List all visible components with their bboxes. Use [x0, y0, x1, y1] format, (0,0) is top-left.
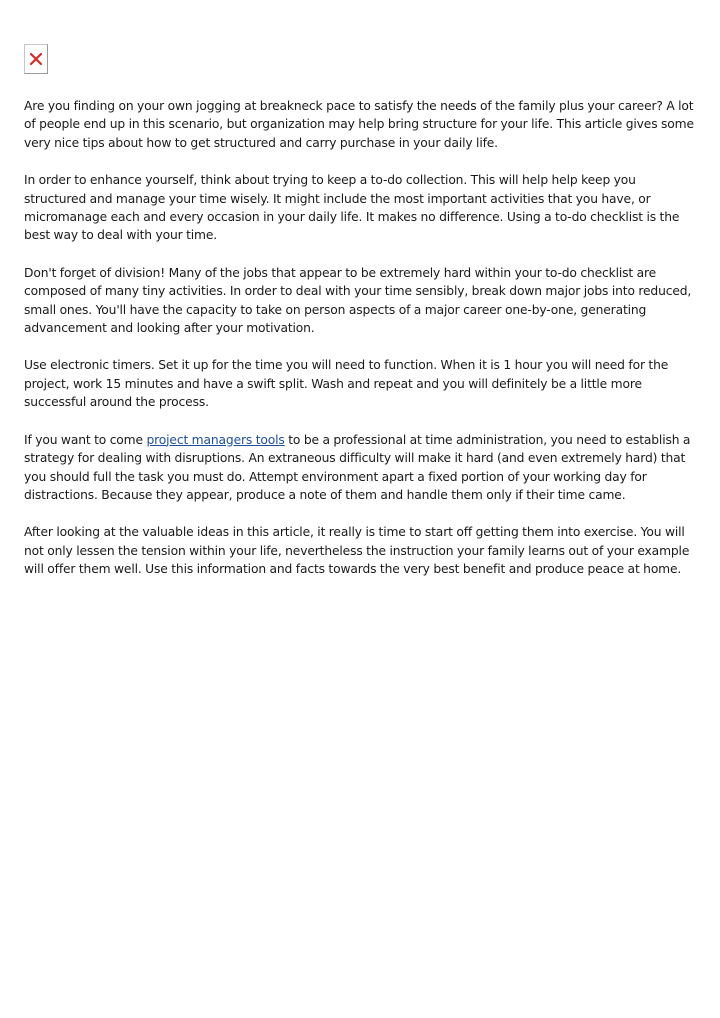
broken-image-icon [24, 44, 48, 74]
paragraph-1: Are you finding on your own jogging at breakneck pace to satisfy the needs of the family plus your career? A lot of people end up in this scenario, but organization may help bring structure for your life. This article gives some very nice tips about how to get structured and carry purchase in your daily life. [24, 99, 694, 150]
close-x-icon [29, 52, 43, 66]
paragraph-2: In order to enhance yourself, think about trying to keep a to-do collection. This will help help keep you structured and manage your time wisely. It might include the most important activities that you have, or micromanage each and every occasion in your daily life. It makes no difference. Using a to-do checklist is the best way to deal with your time. [24, 173, 680, 243]
paragraph-3: Don't forget of division! Many of the jobs that appear to be extremely hard within your to-do checklist are composed of many tiny activities. In order to deal with your time sensibly, break down major jobs into reduced, small ones. You'll have the capacity to take on person aspects of a major career one-by-one, generating advancement and looking after your motivation. [24, 265, 692, 336]
project-managers-tools-link[interactable]: project managers tools [146, 432, 285, 447]
paragraph-5-rest: to be a professional at time administration, you need to establish a strategy for dealing with disruptions. An extraneous difficulty will make it hard (and even extremely hard) that you should full the task you must do. Attempt environment apart a fixed portion of your working day for distractions. Because they appear, produce a note of them and handle them only if their time came. [24, 432, 691, 502]
paragraph-4: Use electronic timers. Set it up for the time you will need to function. When it is 1 hour you will need for the project, work 15 minutes and have a swift split. Wash and repeat and you will definitely be a little more successful around the process. [24, 358, 669, 410]
paragraph-5-intro: If you want to come [24, 432, 147, 447]
paragraph-6: After looking at the valuable ideas in this article, it really is time to start off getting them into exercise. You will not only lessen the tension within your life, nevertheless the instruction your family learns out of your example will offer them well. Use this information and facts towards the very best benefit and produce peace at home. [24, 525, 690, 577]
paragraph-5 [24, 431, 696, 505]
article-body [24, 97, 696, 598]
